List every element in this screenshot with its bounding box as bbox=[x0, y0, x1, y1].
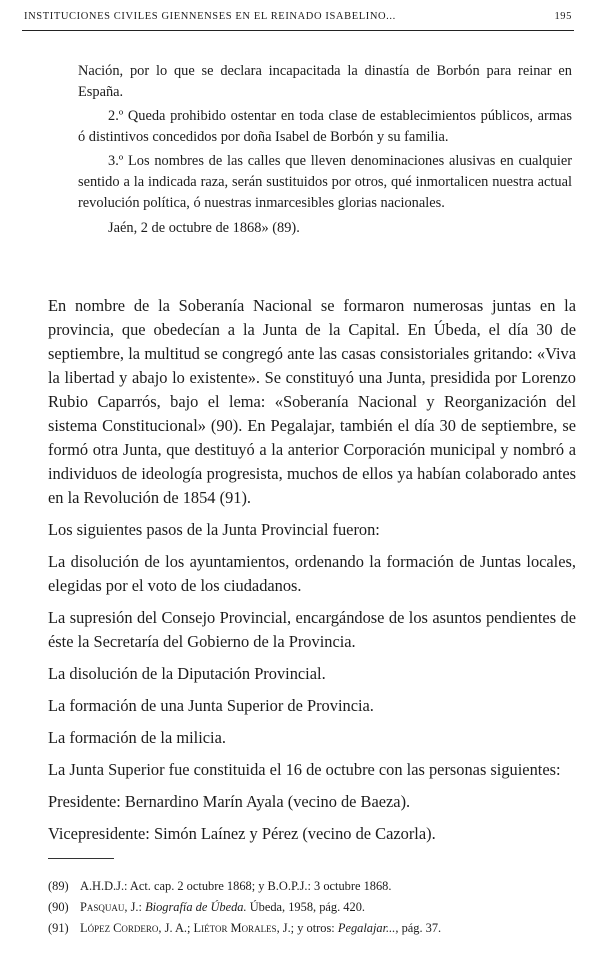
quote-article-2: 2.º Queda prohibido ostentar en toda clase de establecimientos públicos, armas ó distintivos concedidos por doña Isabel de Borbón y su familia. bbox=[78, 108, 572, 145]
footnote-number: (90) bbox=[48, 900, 69, 914]
quote-article-3: 3.º Los nombres de las calles que lleven denominaciones alusivas en cualquier sentido a la indicada raza, serán sustituidos por otros, qué inmortalicen nuestra actual revolución política, ó nuestras inmarcesibles glorias nacionales. bbox=[78, 153, 572, 211]
footnote-90 bbox=[48, 897, 578, 918]
footnote-91 bbox=[48, 918, 578, 939]
footnote-mid: y otros: bbox=[297, 921, 335, 935]
running-title: INSTITUCIONES CIVILES GIENNENSES EN EL REINADO ISABELINO... bbox=[24, 10, 396, 22]
paragraph: La formación de una Junta Superior de Provincia. bbox=[48, 696, 374, 715]
header-rule bbox=[22, 30, 574, 31]
paragraph: Vicepresidente: Simón Laínez y Pérez (vecino de Cazorla). bbox=[48, 824, 436, 843]
paragraph: En nombre de la Soberanía Nacional se formaron numerosas juntas en la provincia, que obedecían a la Junta de la Capital. En Úbeda, el día 30 de septiembre, la multitud se congregó ante las casas consistoriales gritando: «Viva la libertad y abajo lo existente». Se constituyó una Junta, presidida por Lorenzo Rubio Caparrós, bajo el lema: «Soberanía Nacional y Reorganización del sistema Constitucional» (90). En Pegalajar, también el día 30 de septiembre, se formó otra Junta, que destituyó a la anterior Corporación municipal y nombró a individuos de ideología progresista, muchos de ellos ya habían colaborado antes en la Revolución de 1854 (91). bbox=[48, 296, 576, 507]
footnote-number: (89) bbox=[48, 879, 69, 893]
paragraph: La formación de la milicia. bbox=[48, 728, 226, 747]
paragraph: Presidente: Bernardino Marín Ayala (vecino de Baeza). bbox=[48, 792, 411, 811]
paragraph: La Junta Superior fue constituida el 16 de octubre con las personas siguientes: bbox=[48, 760, 561, 779]
footnotes bbox=[48, 876, 578, 939]
paragraph: Los siguientes pasos de la Junta Provincial fueron: bbox=[48, 520, 380, 539]
footnote-title: Biografía de Úbeda. bbox=[145, 900, 247, 914]
page-number: 195 bbox=[554, 10, 572, 22]
footnote-89 bbox=[48, 876, 578, 897]
footnote-rest: pág. 37. bbox=[401, 921, 442, 935]
running-header bbox=[24, 7, 572, 25]
footnote-number: (91) bbox=[48, 921, 69, 935]
footnote-author: López Cordero, J. A.; Liétor Morales, J.; bbox=[80, 921, 295, 935]
main-text bbox=[48, 294, 576, 854]
quoted-decree bbox=[78, 61, 572, 242]
quote-line: Nación, por lo que se declara incapacitada la dinastía de Borbón para reinar en España. bbox=[78, 63, 572, 100]
footnote-rest: Úbeda, 1958, pág. 420. bbox=[249, 900, 365, 914]
quote-signature: Jaén, 2 de octubre de 1868» (89). bbox=[108, 220, 300, 236]
paragraph: La disolución de la Diputación Provincial. bbox=[48, 664, 326, 683]
paragraph: La disolución de los ayuntamientos, ordenando la formación de Juntas locales, elegidas por el voto de los ciudadanos. bbox=[48, 552, 576, 595]
footnote-title: Pegalajar..., bbox=[337, 921, 399, 935]
footnote-text: A.H.D.J.: Act. cap. 2 octubre 1868; y B.O.P.J.: 3 octubre 1868. bbox=[80, 879, 392, 893]
footnote-author: Pasquau, J.: bbox=[80, 900, 142, 914]
paragraph: La supresión del Consejo Provincial, encargándose de los asuntos pendientes de éste la Secretaría del Gobierno de la Provincia. bbox=[48, 608, 576, 651]
footnote-rule bbox=[48, 858, 114, 859]
